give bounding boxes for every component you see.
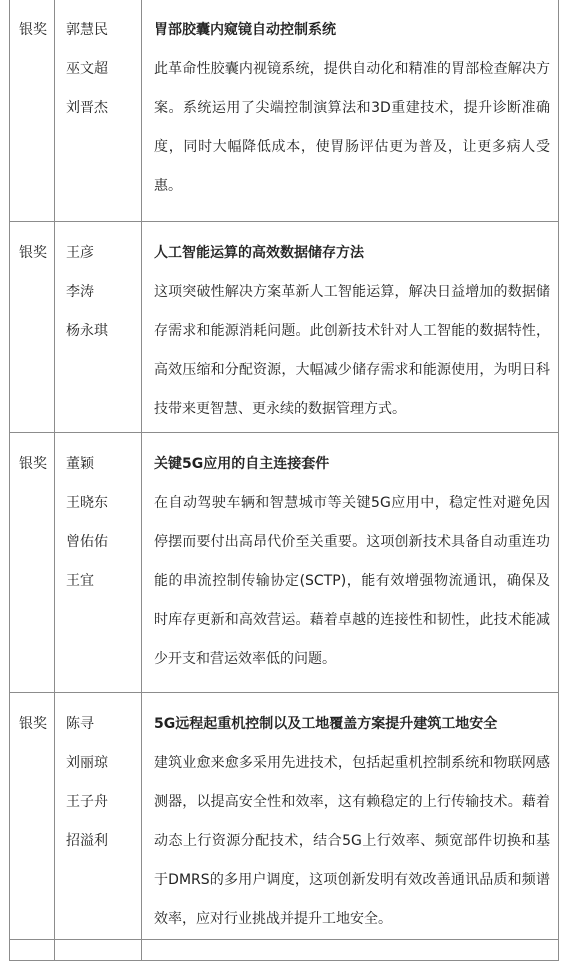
project-cell (142, 693, 559, 940)
awards-table-body (10, 0, 559, 961)
team-member-name: 王彦 (66, 245, 94, 261)
project-cell (142, 0, 559, 222)
team-member-name: 刘丽琼 (66, 755, 108, 771)
team-member-name: 李涛 (66, 284, 94, 300)
project-title: 5G远程起重机控制以及工地覆盖方案提升建筑工地安全 (154, 716, 498, 732)
project-description: 这项突破性解决方案革新人工智能运算，解决日益增加的数据储存需求和能源消耗问题。此创新技术针对人工智能的数据特性，高效压缩和分配资源，大幅减少储存需求和能源使用，为明日科技带来更智慧、更永续的数据管理方式。 (154, 284, 550, 417)
project-description: 在自动驾驶车辆和智慧城市等关键5G应用中，稳定性对避免因停摆而要付出高昂代价至关重要。这项创新技术具备自动重连功能的串流控制传输协定(SCTP)，能有效增强物流通讯，确保及时库存更新和高效营运。藉着卓越的连接性和韧性，此技术能减少开支和营运效率低的问题。 (154, 495, 550, 667)
award-row (10, 433, 559, 693)
team-member-name: 陈寻 (66, 716, 94, 732)
team-member-name: 王子舟 (66, 794, 108, 810)
project-title: 胃部胶囊内窥镜自动控制系统 (154, 22, 336, 38)
team-member-name: 杨永琪 (66, 323, 108, 339)
empty-cell (142, 940, 559, 961)
team-member-name: 王晓东 (66, 495, 108, 511)
award-row-partial (10, 940, 559, 961)
award-level: 银奖 (10, 433, 55, 693)
team-member-name: 郭慧民 (66, 22, 108, 38)
team-member-name: 王宜 (66, 573, 94, 589)
team-members (55, 693, 142, 940)
project-cell (142, 433, 559, 693)
award-level: 银奖 (10, 0, 55, 222)
project-description: 建筑业愈来愈多采用先进技术，包括起重机控制系统和物联网感测器，以提高安全性和效率，这有赖稳定的上行传输技术。藉着动态上行资源分配技术，结合5G上行效率、频宽部件切换和基于DMRS的多用户调度，这项创新发明有效改善通讯品质和频谱效率，应对行业挑战并提升工地安全。 (154, 755, 550, 927)
award-row (10, 0, 559, 222)
team-member-name: 招溢利 (66, 833, 108, 849)
project-title: 人工智能运算的高效数据储存方法 (154, 245, 364, 261)
team-member-name: 巫文超 (66, 61, 108, 77)
award-row (10, 693, 559, 940)
team-members (55, 0, 142, 222)
awards-table (9, 0, 559, 961)
project-title: 关键5G应用的自主连接套件 (154, 456, 330, 472)
award-level: 银奖 (10, 693, 55, 940)
award-row (10, 222, 559, 433)
award-level: 银奖 (10, 222, 55, 433)
empty-cell (55, 940, 142, 961)
project-description: 此革命性胶囊内视镜系统，提供自动化和精准的胃部检查解决方案。系统运用了尖端控制演算法和3D重建技术，提升诊断准确度，同时大幅降低成本，使胃肠评估更为普及，让更多病人受惠。 (154, 61, 550, 194)
team-member-name: 刘晋杰 (66, 100, 108, 116)
team-member-name: 董颖 (66, 456, 94, 472)
team-member-name: 曾佑佑 (66, 534, 108, 550)
project-cell (142, 222, 559, 433)
empty-cell (10, 940, 55, 961)
team-members (55, 433, 142, 693)
team-members (55, 222, 142, 433)
